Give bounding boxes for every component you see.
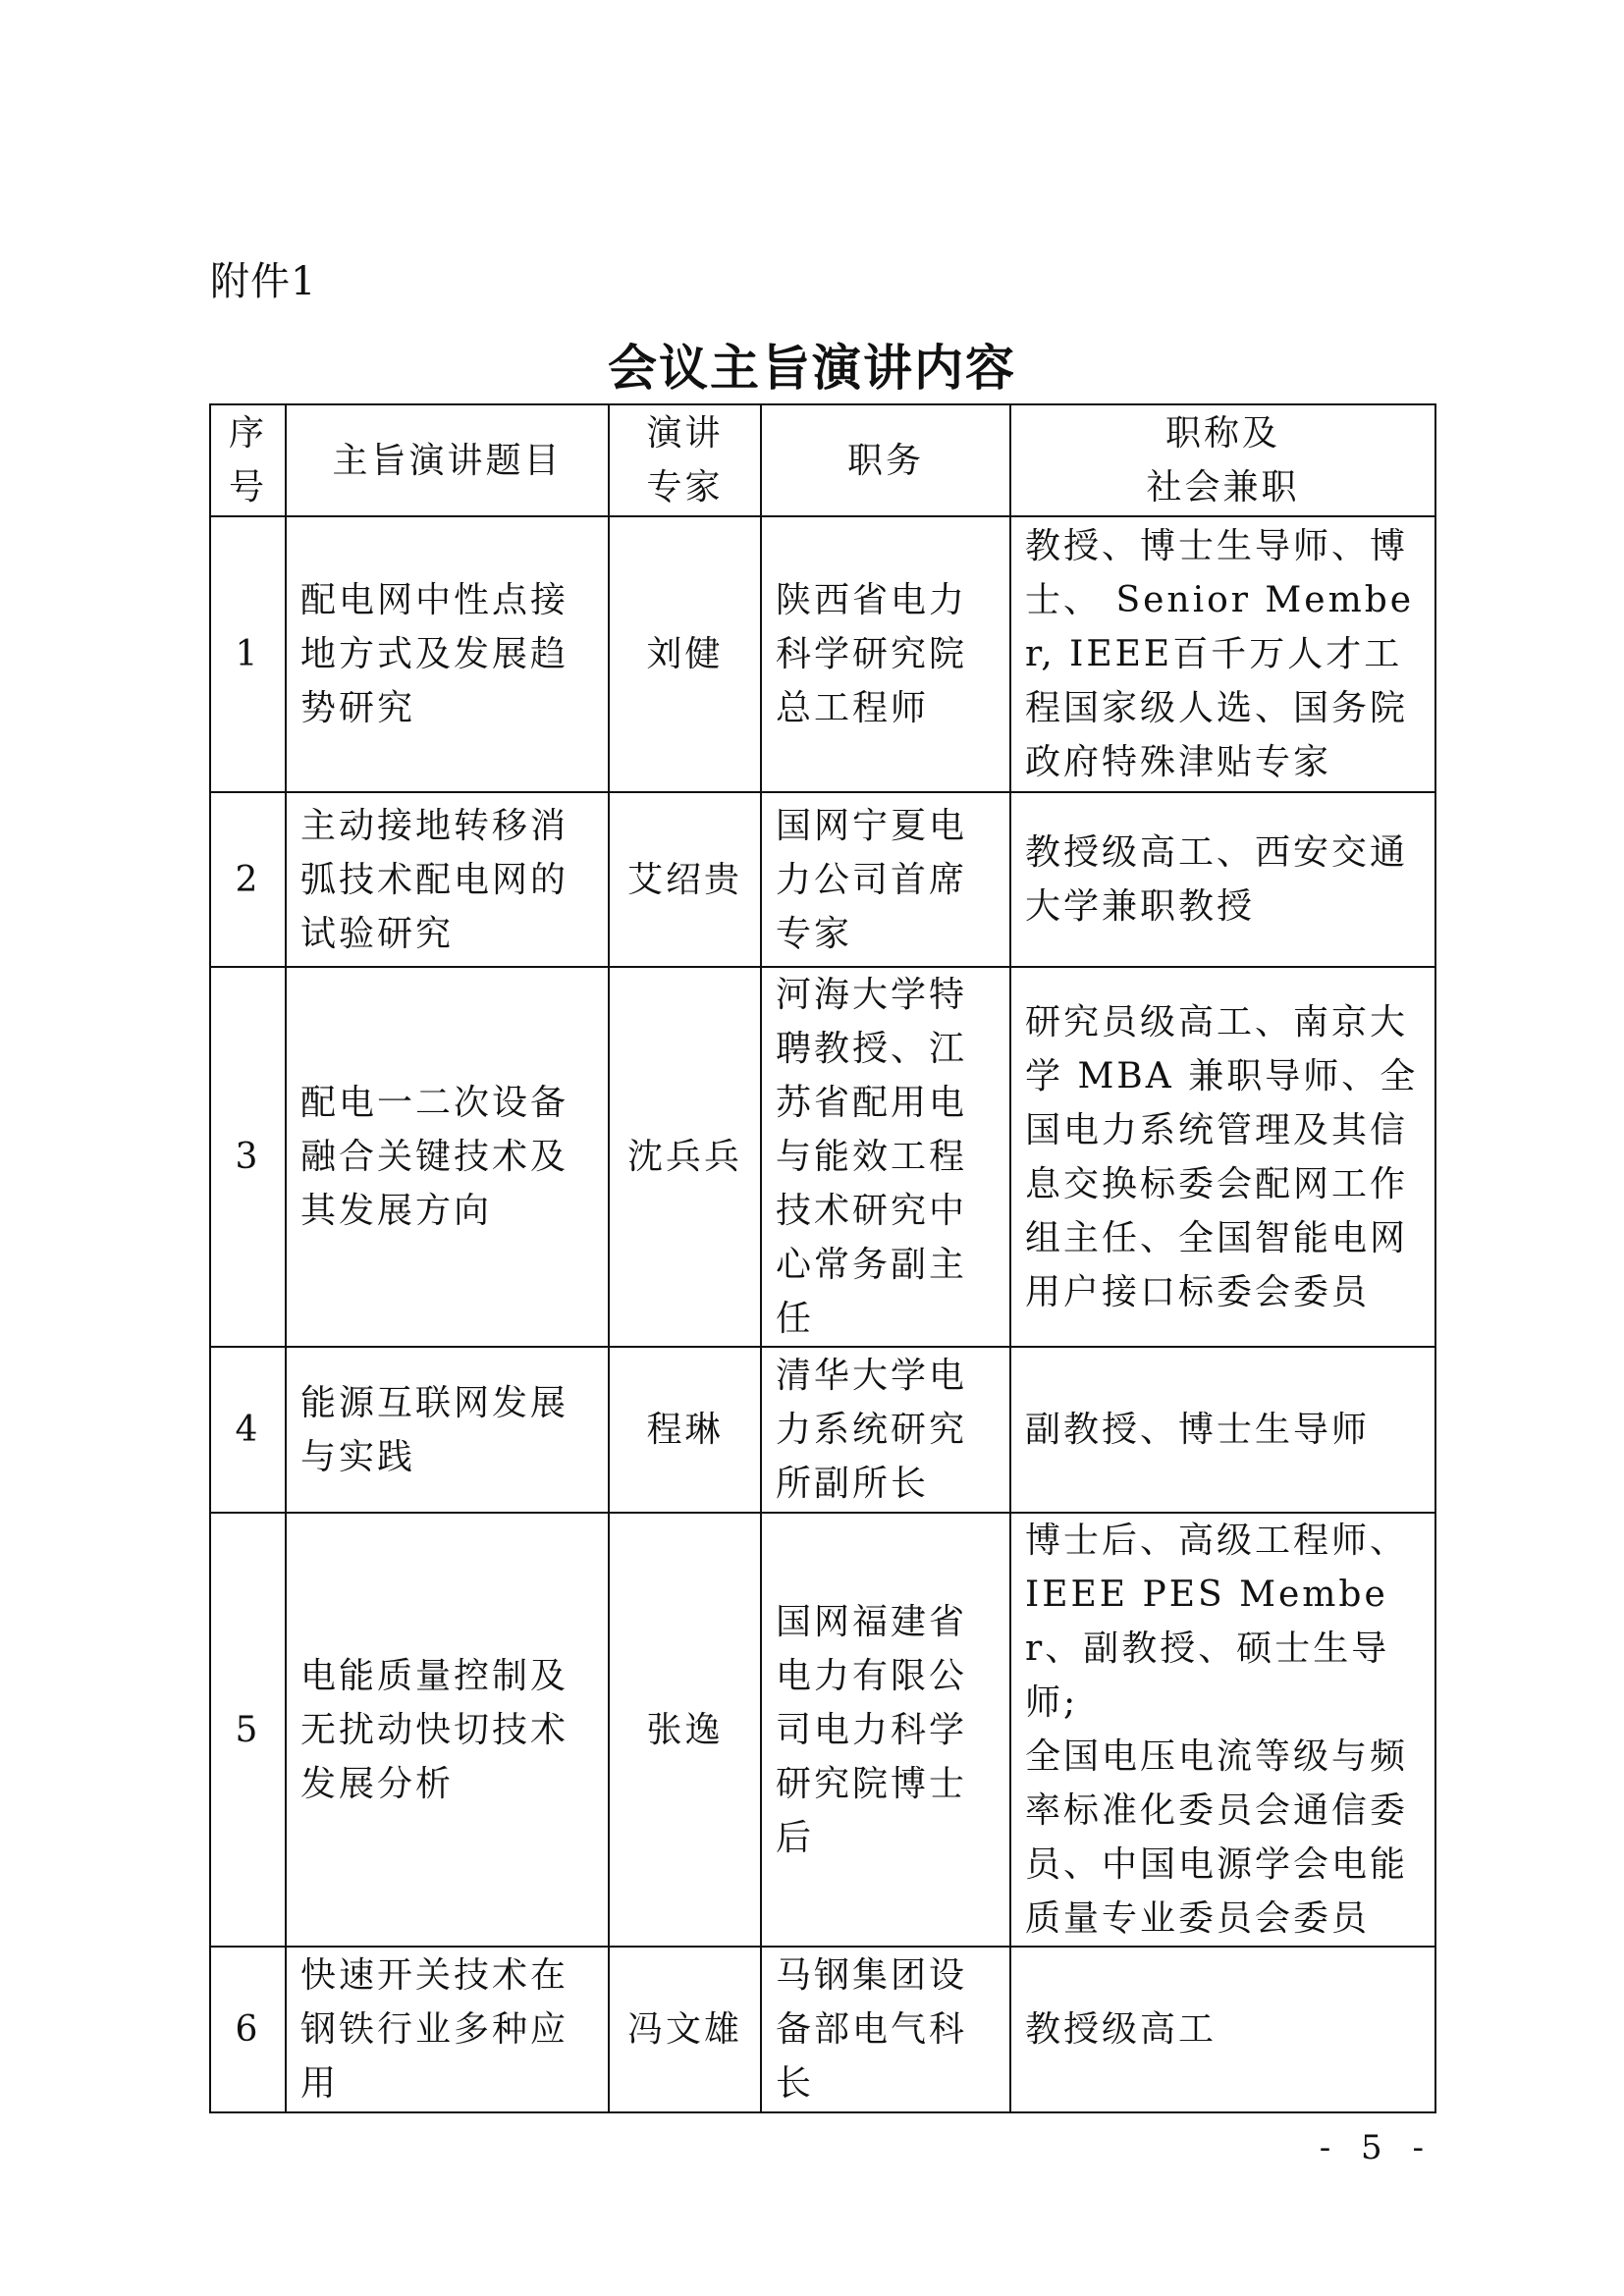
row-position: 马钢集团设备部电气科长 bbox=[761, 1947, 1010, 2112]
table-row bbox=[210, 1513, 1435, 1947]
header-expert: 演讲 专家 bbox=[609, 404, 761, 516]
row-topic: 能源互联网发展与实践 bbox=[286, 1347, 609, 1513]
header-topic: 主旨演讲题目 bbox=[286, 404, 609, 516]
table-row bbox=[210, 1347, 1435, 1513]
row-no: 5 bbox=[210, 1513, 286, 1947]
row-titles: 教授、博士生导师、博士、 Senior Member, IEEE百千万人才工程国家级人选、国务院政府特殊津贴专家 bbox=[1010, 516, 1435, 792]
row-titles: 研究员级高工、南京大学 MBA 兼职导师、全国电力系统管理及其信息交换标委会配网工作组主任、全国智能电网用户接口标委会委员 bbox=[1010, 967, 1435, 1347]
row-topic: 主动接地转移消弧技术配电网的试验研究 bbox=[286, 792, 609, 967]
table-row bbox=[210, 792, 1435, 967]
header-no: 序 号 bbox=[210, 404, 286, 516]
row-titles: 博士后、高级工程师、IEEE PES Member、副教授、硕士生导师; 全国电压电流等级与频率标准化委员会通信委员、中国电源学会电能质量专业委员会委员 bbox=[1010, 1513, 1435, 1947]
row-expert: 程琳 bbox=[609, 1347, 761, 1513]
table-row bbox=[210, 967, 1435, 1347]
row-expert: 张逸 bbox=[609, 1513, 761, 1947]
row-position: 陕西省电力科学研究院总工程师 bbox=[761, 516, 1010, 792]
row-titles: 教授级高工、西安交通大学兼职教授 bbox=[1010, 792, 1435, 967]
row-topic: 电能质量控制及无扰动快切技术发展分析 bbox=[286, 1513, 609, 1947]
row-no: 2 bbox=[210, 792, 286, 967]
row-expert: 刘健 bbox=[609, 516, 761, 792]
row-expert: 艾绍贵 bbox=[609, 792, 761, 967]
table-row bbox=[210, 516, 1435, 792]
row-position: 国网宁夏电力公司首席专家 bbox=[761, 792, 1010, 967]
header-position: 职务 bbox=[761, 404, 1010, 516]
row-titles: 副教授、博士生导师 bbox=[1010, 1347, 1435, 1513]
row-no: 4 bbox=[210, 1347, 286, 1513]
row-no: 1 bbox=[210, 516, 286, 792]
row-titles: 教授级高工 bbox=[1010, 1947, 1435, 2112]
row-expert: 沈兵兵 bbox=[609, 967, 761, 1347]
row-position: 清华大学电力系统研究所副所长 bbox=[761, 1347, 1010, 1513]
document-title: 会议主旨演讲内容 bbox=[608, 339, 1016, 397]
row-expert: 冯文雄 bbox=[609, 1947, 761, 2112]
row-topic: 配电网中性点接地方式及发展趋势研究 bbox=[286, 516, 609, 792]
header-titles: 职称及 社会兼职 bbox=[1010, 404, 1435, 516]
table-header-row bbox=[210, 404, 1435, 516]
table-row bbox=[210, 1947, 1435, 2112]
attachment-label: 附件1 bbox=[210, 259, 317, 304]
row-topic: 配电一二次设备融合关键技术及其发展方向 bbox=[286, 967, 609, 1347]
page-number: - 5 - bbox=[1319, 2128, 1434, 2167]
row-no: 6 bbox=[210, 1947, 286, 2112]
keynote-table bbox=[209, 403, 1436, 2113]
row-position: 河海大学特聘教授、江苏省配用电与能效工程技术研究中心常务副主任 bbox=[761, 967, 1010, 1347]
row-no: 3 bbox=[210, 967, 286, 1347]
row-topic: 快速开关技术在钢铁行业多种应用 bbox=[286, 1947, 609, 2112]
row-position: 国网福建省电力有限公司电力科学研究院博士后 bbox=[761, 1513, 1010, 1947]
